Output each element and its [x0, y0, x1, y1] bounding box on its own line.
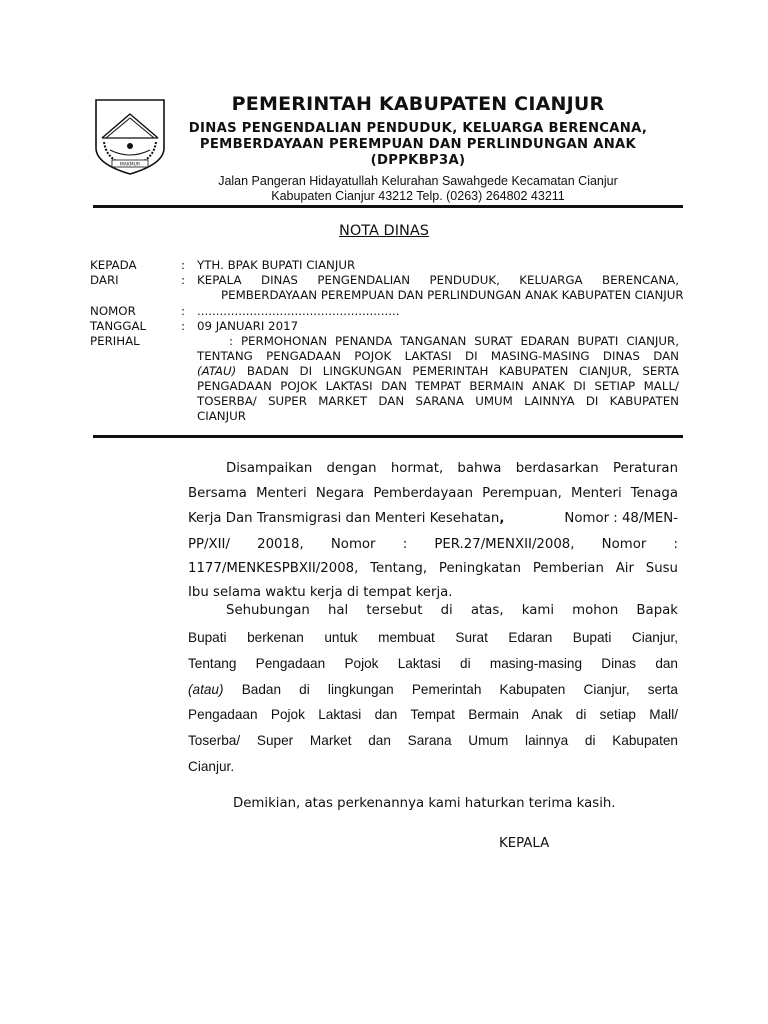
perihal-line-2: TENTANG PENGADAAN POJOK LAKTASI DI MASING-MASING DINAS DAN [197, 349, 679, 363]
colon: : [181, 258, 185, 272]
p1-line-5: 1177/MENKESPBXII/2008, Tentang, Peningkatan Pemberian Air Susu [188, 561, 678, 576]
dari-value-line-1: KEPALA DINAS PENGENDALIAN PENDUDUK, KELUARGA BERENCANA, [197, 273, 679, 287]
p1-line-3a: Kerja Dan Transmigrasi dan Menteri Kesehatan [188, 511, 500, 526]
nomor-label: NOMOR [90, 304, 136, 318]
colon: : [181, 273, 185, 287]
p2-line-4-text: Badan di lingkungan Pemerintah Kabupaten Cianjur, serta [223, 682, 678, 697]
kepada-label: KEPADA [90, 258, 137, 272]
perihal-label: PERIHAL [90, 334, 140, 348]
p2-line-5: Pengadaan Pojok Laktasi dan Tempat Bermain Anak di setiap Mall/ [188, 707, 678, 722]
dari-value-line-2: PEMBERDAYAAN PEREMPUAN DAN PERLINDUNGAN ANAK KABUPATEN CIANJUR [221, 288, 684, 302]
nomor-value: ...................................................... [197, 304, 400, 318]
address-line-2: Kabupaten Cianjur 43212 Telp. (0263) 264802 43211 [271, 189, 565, 203]
p1-line-3-comma: , [499, 511, 505, 526]
address-line-1: Jalan Pangeran Hidayatullah Kelurahan Sawahgede Kecamatan Cianjur [218, 174, 618, 188]
p1-line-2: Bersama Menteri Negara Pemberdayaan Perempuan, Menteri Tenaga [188, 486, 678, 501]
perihal-atau: (ATAU) [197, 364, 237, 378]
p2-line-4 [188, 682, 678, 697]
tanggal-label: TANGGAL [90, 319, 147, 333]
department-abbreviation: (DPPKBP3A) [370, 153, 466, 168]
perihal-line-4: PENGADAAN POJOK LAKTASI DAN TEMPAT BERMAIN ANAK DI SETIAP MALL/ [197, 379, 679, 393]
p1-line-3 [188, 511, 678, 526]
perihal-line-3 [197, 364, 679, 379]
document-title: NOTA DINAS [339, 223, 429, 239]
department-line-2: PEMBERDAYAAN PEREMPUAN DAN PERLINDUNGAN ANAK [199, 137, 637, 152]
svg-text:MAKMUR: MAKMUR [119, 162, 141, 168]
p2-line-3: Tentang Pengadaan Pojok Laktasi di masing-masing Dinas dan [188, 656, 678, 671]
p1-line-1: Disampaikan dengan hormat, bahwa berdasarkan Peraturan [226, 461, 678, 476]
tanggal-value: 09 JANUARI 2017 [197, 319, 299, 333]
p1-line-3c: Nomor : 48/MEN- [564, 511, 678, 526]
p2-atau: (atau) [188, 682, 224, 697]
signature-title: KEPALA [499, 836, 550, 851]
p1-line-6: Ibu selama waktu kerja di tempat kerja. [188, 585, 453, 600]
kepada-value: YTH. BPAK BUPATI CIANJUR [197, 258, 356, 272]
colon: : [181, 319, 185, 333]
p2-line-1: Sehubungan hal tersebut di atas, kami mohon Bapak [226, 603, 678, 618]
perihal-line-3-text: BADAN DI LINGKUNGAN PEMERINTAH KABUPATEN CIANJUR, SERTA [236, 364, 679, 378]
p2-line-2: Bupati berkenan untuk membuat Surat Edaran Bupati Cianjur, [188, 630, 678, 645]
p1-line-4: PP/XII/ 20018, Nomor : PER.27/MENXII/2008, Nomor : [188, 537, 678, 552]
p2-line-7: Cianjur. [188, 759, 235, 774]
department-line-1: DINAS PENGENDALIAN PENDUDUK, KELUARGA BERENCANA, [188, 121, 648, 136]
meta-divider [93, 435, 683, 438]
organization-name: PEMERINTAH KABUPATEN CIANJUR [231, 93, 605, 115]
perihal-line-1: : PERMOHONAN PENANDA TANGANAN SURAT EDARAN BUPATI CIANJUR, [229, 334, 679, 348]
closing-sentence: Demikian, atas perkenannya kami haturkan terima kasih. [233, 796, 616, 811]
colon: : [181, 304, 185, 318]
perihal-line-5: TOSERBA/ SUPER MARKET DAN SARANA UMUM LAINNYA DI KABUPATEN [197, 394, 679, 408]
header-divider [93, 205, 683, 208]
perihal-line-6: CIANJUR [197, 409, 246, 423]
dari-label: DARI [90, 273, 119, 287]
p2-line-6: Toserba/ Super Market dan Sarana Umum lainnya di Kabupaten [188, 733, 678, 748]
